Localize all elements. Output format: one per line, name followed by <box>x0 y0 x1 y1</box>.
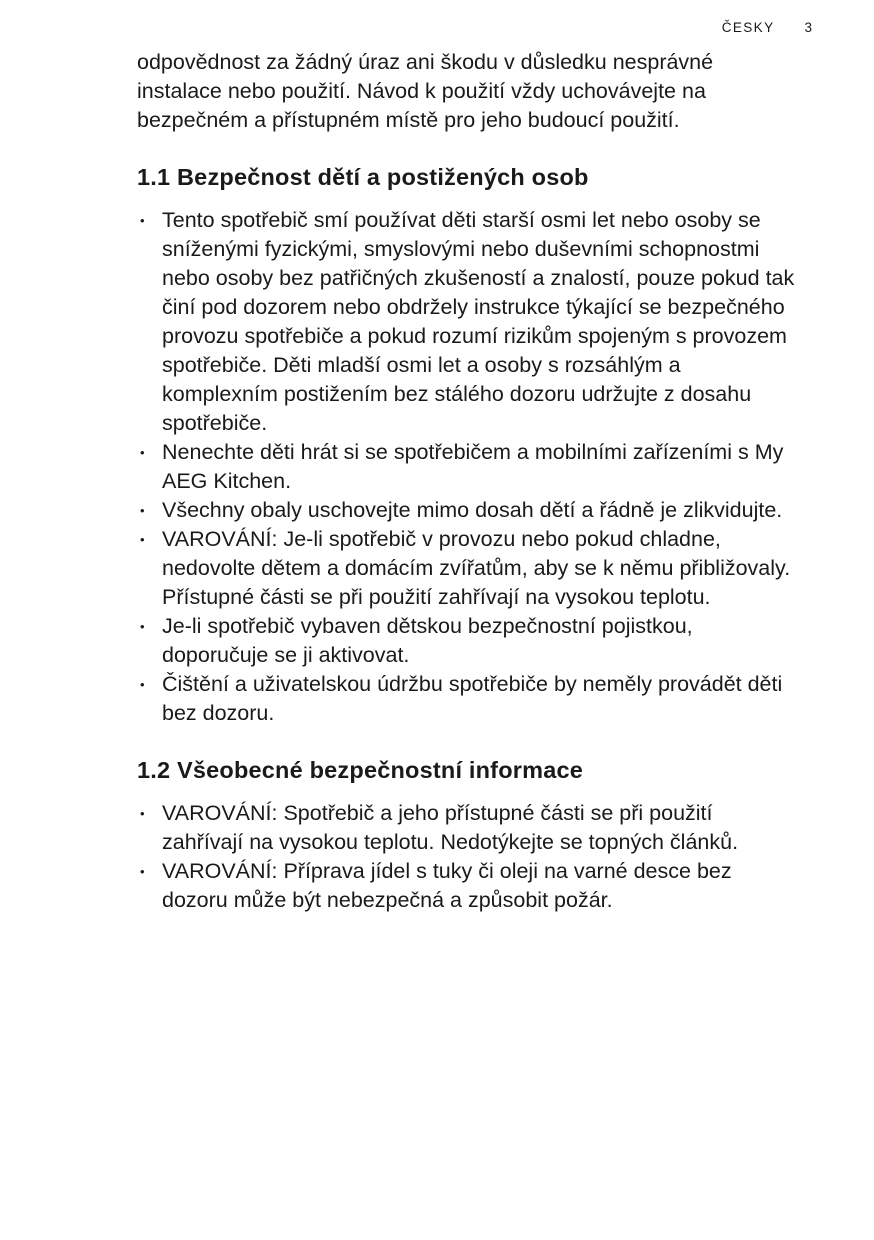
intro-paragraph: odpovědnost za žádný úraz ani škodu v důsledku nesprávné instalace nebo použití. Návod k použití vždy uchovávejte na bezpečném a přístupném místě pro jeho budoucí použití. <box>137 50 714 132</box>
bullet-icon: • <box>140 864 145 879</box>
bullet-icon: • <box>140 619 145 634</box>
bullet-text: VAROVÁNÍ: Je-li spotřebič v provozu nebo pokud chladne, nedovolte dětem a domácím zvířatům, aby se k němu přibližovaly. Přístupné části se při použití zahřívají na vysokou teplotu. <box>162 527 791 609</box>
bullet-icon: • <box>140 677 145 692</box>
bullet-icon: • <box>140 532 145 547</box>
list-item <box>137 438 799 496</box>
list-item <box>137 799 799 857</box>
page-header <box>722 20 812 35</box>
bullet-icon: • <box>140 213 145 228</box>
section-title-1-1: 1.1 Bezpečnost dětí a postižených osob <box>137 164 589 190</box>
list-item <box>137 525 799 612</box>
bullet-text: Čištění a uživatelskou údržbu spotřebiče by neměly provádět děti bez dozoru. <box>162 672 783 725</box>
page-content <box>137 48 799 915</box>
bullet-list-safety-children <box>137 206 799 728</box>
bullet-text: Nenechte děti hrát si se spotřebičem a mobilními zařízeními s My AEG Kitchen. <box>162 440 784 493</box>
bullet-text: Všechny obaly uschovejte mimo dosah dětí a řádně je zlikvidujte. <box>162 498 783 522</box>
bullet-text: VAROVÁNÍ: Příprava jídel s tuky či oleji na varné desce bez dozoru může být nebezpečná a způsobit požár. <box>162 859 732 912</box>
bullet-text: Tento spotřebič smí používat děti starší osmi let nebo osoby se sníženými fyzickými, smyslovými nebo duševními schopnostmi nebo osoby bez patřičných zkušeností a znalostí, pouze pokud tak činí pod dozorem nebo obdržely instrukce týkající se bezpečného provozu spotřebiče a pokud rozumí rizikům spojeným s provozem spotřebiče. Děti mladší osmi let a osoby s rozsáhlým a komplexním postižením bez stálého dozoru udržujte z dosahu spotřebiče. <box>162 208 795 435</box>
list-item <box>137 857 799 915</box>
bullet-text: Je-li spotřebič vybaven dětskou bezpečnostní pojistkou, doporučuje se ji aktivovat. <box>162 614 693 667</box>
bullet-icon: • <box>140 806 145 821</box>
list-item <box>137 496 799 525</box>
list-item <box>137 612 799 670</box>
bullet-icon: • <box>140 503 145 518</box>
section-title-1-2: 1.2 Všeobecné bezpečnostní informace <box>137 757 584 783</box>
list-item <box>137 670 799 728</box>
bullet-icon: • <box>140 445 145 460</box>
bullet-text: VAROVÁNÍ: Spotřebič a jeho přístupné části se při použití zahřívají na vysokou teplotu. Nedotýkejte se topných článků. <box>162 801 739 854</box>
bullet-list-general-safety <box>137 799 799 915</box>
list-item <box>137 206 799 438</box>
page-number: 3 <box>804 20 812 35</box>
language-label: ČESKY <box>721 20 775 35</box>
